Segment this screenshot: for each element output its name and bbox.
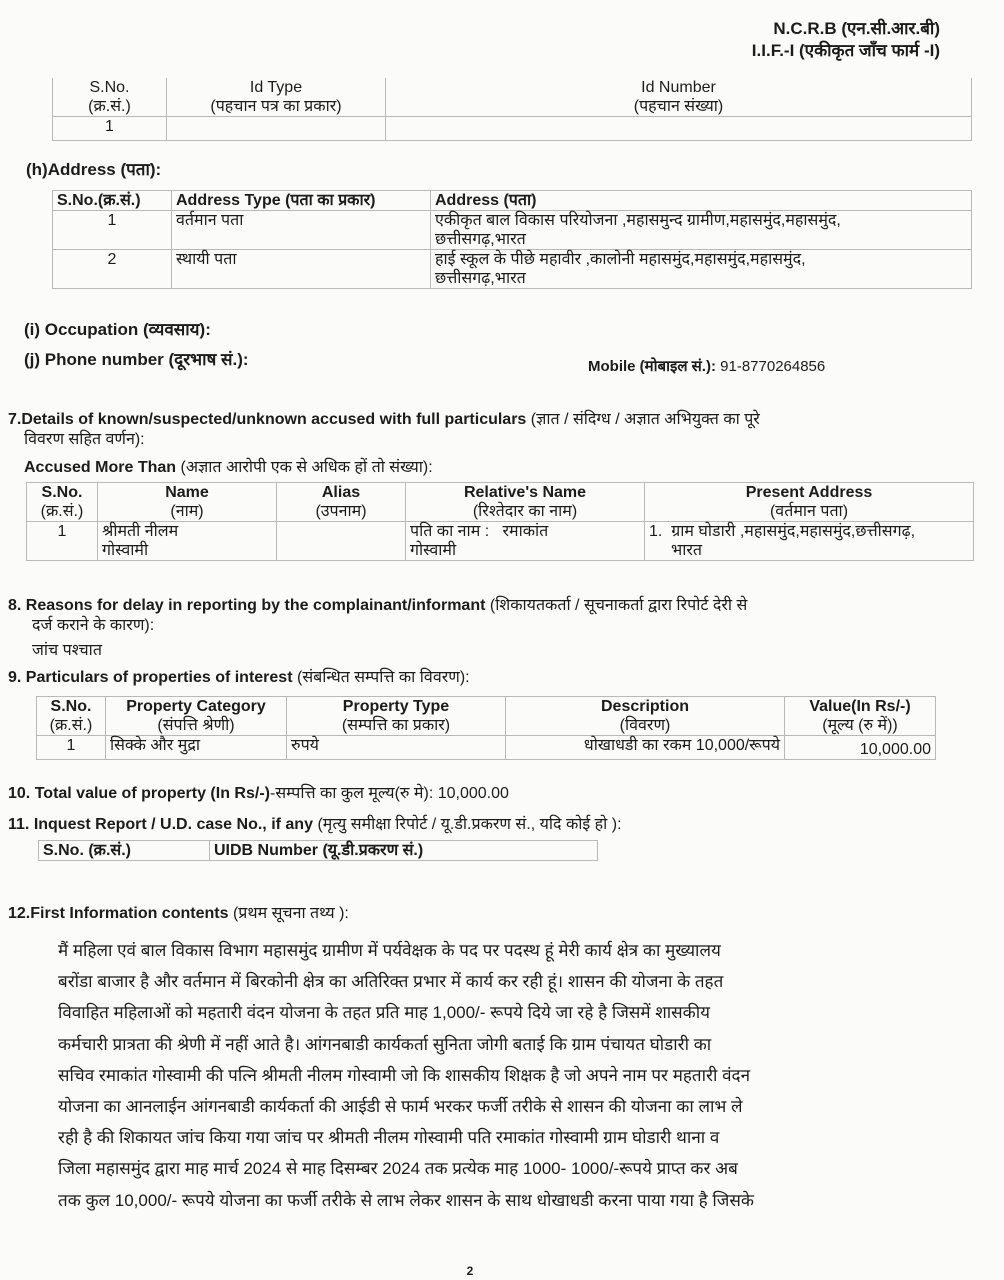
header-text: Present Address — [745, 484, 873, 501]
header-text-hi: (नाम) — [170, 503, 204, 520]
section-title-en: First Information contents — [30, 905, 229, 922]
section-12-title — [8, 904, 349, 924]
section-number: 7. — [8, 411, 22, 428]
section-title-en: Reasons for delay in reporting by the complainant/informant — [25, 597, 486, 614]
id-row-type — [167, 117, 386, 141]
id-header-number — [386, 78, 972, 117]
section-8-title — [8, 596, 948, 636]
accused-header-sno — [27, 483, 98, 522]
id-header-type — [167, 78, 386, 117]
header-text: Alias — [321, 484, 361, 501]
id-row-number — [386, 117, 972, 141]
property-header-type — [287, 697, 506, 736]
total-value: 10,000.00 — [437, 785, 509, 802]
property-row-value: 10,000.00 — [785, 736, 936, 760]
inquest-table-header — [39, 841, 598, 861]
header-text-hi: (वर्तमान पता) — [769, 503, 849, 520]
section-title-hi: (मृत्यु समीक्षा रिपोर्ट / यू.डी.प्रकरण सं., यदि कोई हो ): — [317, 816, 622, 833]
section-11-title — [8, 815, 622, 835]
address-header-address: Address (पता) — [431, 191, 972, 211]
address-row-sno: 1 — [53, 211, 172, 250]
address-table-header — [53, 191, 972, 211]
id-row-sno: 1 — [53, 117, 167, 141]
inquest-table — [38, 840, 598, 861]
header-text: Name — [165, 484, 209, 501]
relative-line1: पति का नाम : रमाकांत — [410, 523, 549, 540]
section-title-hi-cont: विवरण सहित वर्णन): — [24, 431, 145, 448]
fir-line: योजना का आनलाईन आंगनबाडी कार्यकर्ता की आईडी से फार्म भरकर फर्जी तरीके से शासन की योजना का लाभ ले — [58, 1097, 743, 1117]
address-header-sno: S.No.(क्र.सं.) — [53, 191, 172, 211]
header-text-hi: (क्र.सं.) — [49, 717, 93, 734]
header-text-hi: (क्र.सं.) — [88, 98, 131, 115]
header-text-hi: (मूल्य (रु में)) — [822, 717, 898, 734]
property-header-value — [785, 697, 936, 736]
property-table — [36, 696, 936, 760]
accused-table — [26, 482, 974, 561]
header-text: Relative's Name — [463, 484, 587, 501]
accused-header-name — [98, 483, 277, 522]
header-text: Value(In Rs/-) — [809, 698, 911, 715]
accused-row-alias — [277, 522, 406, 561]
section-title-hi: (शिकायतकर्ता / सूचनाकर्ता द्वारा रिपोर्ट देरी से — [489, 597, 748, 614]
section-title-hi: (संबन्धित सम्पत्ति का विवरण): — [296, 669, 470, 686]
property-row-description: धोखाधडी का रकम 10,000/रूपये — [506, 736, 785, 760]
property-header-category — [106, 697, 287, 736]
section-title-hi: (प्रथम सूचना तथ्य ): — [232, 905, 349, 922]
table-row — [37, 736, 936, 760]
address-row-type: वर्तमान पता — [172, 211, 431, 250]
fir-line: सचिव रमाकांत गोस्वामी की पत्नि श्रीमती नीलम गोस्वामी जो कि शासकीय शिक्षक है जो अपने नाम पर महतारी वंदन — [58, 1065, 750, 1085]
table-row — [53, 117, 972, 141]
header-text-hi: (पहचान पत्र का प्रकार) — [210, 98, 342, 115]
header-text: Property Type — [342, 698, 450, 715]
accused-header-alias — [277, 483, 406, 522]
accused-more-hi: (अज्ञात आरोपी एक से अधिक हों तो संख्या): — [180, 459, 433, 476]
header-text: Id Type — [249, 79, 303, 96]
phone-label: (j) Phone number (दूरभाष सं.): — [24, 350, 249, 369]
section-10 — [8, 784, 509, 804]
header-text: S.No. — [50, 698, 92, 715]
property-header-sno — [37, 697, 106, 736]
section-7-title — [8, 410, 948, 450]
accused-more-than — [24, 458, 433, 478]
accused-row-sno: 1 — [27, 522, 98, 561]
property-row-type: रुपये — [287, 736, 506, 760]
header-text: Property Category — [126, 698, 266, 715]
address-row-sno: 2 — [53, 250, 172, 289]
accused-row-relative — [406, 522, 645, 561]
name-line1: श्रीमती नीलम — [102, 523, 179, 540]
address-line2: छत्तीसगढ़,भारत — [435, 231, 526, 248]
address-header-type: Address Type (पता का प्रकार) — [172, 191, 431, 211]
section-9-title — [8, 668, 470, 688]
header-text-hi: (उपनाम) — [315, 503, 367, 520]
header-text: Id Number — [641, 79, 716, 96]
header-text: S.No. — [89, 79, 130, 96]
section-number: 9. — [8, 669, 22, 686]
header-ncrb: N.C.R.B (एन.सी.आर.बी) — [773, 19, 940, 38]
address-row-type: स्थायी पता — [172, 250, 431, 289]
relative-line2: गोस्वामी — [410, 542, 457, 559]
mobile-field — [588, 357, 825, 377]
accused-table-header — [27, 483, 974, 522]
accused-more-label: Accused More Than — [24, 459, 177, 476]
fir-line: मैं महिला एवं बाल विकास विभाग महासमुंद ग्रामीण में पर्यवेक्षक के पद पर पदस्थ हूं मेरी कार्य क्षेत्र का मुख्यालय — [58, 941, 721, 960]
accused-row-name — [98, 522, 277, 561]
fir-line: बरोंडा बाजार है और वर्तमान में बिरकोनी क्षेत्र का अतिरिक्त प्रभार में कार्य कर रही हूं। शासन की योजना के तहत — [58, 972, 724, 992]
inquest-header-uidb: UIDB Number (यू.डी.प्रकरण सं.) — [210, 841, 598, 861]
address-line2: भारत — [671, 542, 703, 559]
address-table — [52, 190, 972, 289]
id-header-sno — [53, 78, 167, 117]
fir-contents — [58, 935, 888, 1216]
table-row — [27, 522, 974, 561]
fir-line: विवाहित महिलाओं को महतारी वंदन योजना के तहत प्रति माह 1,000/- रूपये दिये जा रहे है जिसमें शासकीय — [58, 1003, 710, 1023]
section-number: 11. — [8, 816, 30, 833]
address-line2: छत्तीसगढ़,भारत — [435, 270, 526, 287]
section-number: 10. — [8, 785, 31, 802]
mobile-label: Mobile (मोबाइल सं.): — [588, 358, 716, 375]
header-text-hi: (विवरण) — [619, 717, 671, 734]
address-row-address — [431, 211, 972, 250]
address-line1: एकीकृत बाल विकास परियोजना ,महासमुन्द ग्रामीण,महासमुंद,महासमुंद, — [435, 212, 841, 229]
property-row-category: सिक्के और मुद्रा — [106, 736, 287, 760]
name-line2: गोस्वामी — [102, 542, 149, 559]
property-row-sno: 1 — [37, 736, 106, 760]
header-text-hi: (क्र.सं.) — [40, 503, 84, 520]
property-header-description — [506, 697, 785, 736]
table-row — [53, 211, 972, 250]
accused-row-address — [645, 522, 974, 561]
address-line1: हाई स्कूल के पीछे महावीर ,कालोनी महासमुंद,महासमुंद,महासमुंद, — [435, 251, 806, 268]
accused-header-address — [645, 483, 974, 522]
header-text-hi: (सम्पत्ति का प्रकार) — [341, 717, 451, 734]
header-text-hi: (रिश्तेदार का नाम) — [472, 503, 578, 520]
form-header — [752, 18, 940, 62]
section-title-en: Inquest Report / U.D. case No., if any — [33, 816, 313, 833]
table-row — [53, 250, 972, 289]
section-title-en: Particulars of properties of interest — [25, 669, 293, 686]
header-text: Description — [600, 698, 689, 715]
section-title-en: Details of known/suspected/unknown accused with full particulars — [21, 411, 527, 428]
section-title-hi: -सम्पत्ति का कुल मूल्य(रु मे): — [269, 785, 434, 802]
section-title-hi-cont: दर्ज कराने के कारण): — [32, 617, 155, 634]
header-text-hi: (पहचान संख्या) — [633, 98, 724, 115]
accused-header-relative — [406, 483, 645, 522]
fir-line: कर्मचारी प्रात्रता की श्रेणी में नहीं आते है। आंगनबाडी कार्यकर्ता सुनिता जोगी बताई कि ग्राम पंचायत घोडारी का — [58, 1034, 712, 1054]
section-title-hi: (ज्ञात / संदिग्ध / अज्ञात अभियुक्त का पूरे — [530, 411, 760, 428]
address-row-address — [431, 250, 972, 289]
section-number: 12. — [8, 905, 31, 922]
header-text-hi: (संपत्ति श्रेणी) — [157, 717, 235, 734]
inquest-header-sno: S.No. (क्र.सं.) — [39, 841, 210, 861]
section-title-en: Total value of property (In Rs/-) — [34, 785, 270, 802]
address-label: (h)Address (पता): — [26, 160, 162, 179]
fir-line: जिला महासमुंद द्वारा माह मार्च 2024 से माह दिसम्बर 2024 तक प्रत्येक माह 1000- 1000/-रूपये प्राप्त कर अब — [58, 1159, 738, 1179]
occupation-label: (i) Occupation (व्यवसाय): — [24, 320, 211, 339]
page-number: 2 — [466, 1264, 474, 1278]
property-table-header — [37, 697, 936, 736]
fir-line: तक कुल 10,000/- रूपये योजना का फर्जी तरीके से लाभ लेकर शासन के साथ धोखाधडी करना पाया गया है जिसके — [58, 1190, 754, 1210]
header-iif: I.I.F.-I (एकीकृत जाँच फार्म -I) — [751, 41, 940, 60]
section-number: 8. — [8, 597, 22, 614]
id-table — [52, 78, 972, 141]
address-line1: 1. ग्राम घोडारी ,महासमुंद,महासमुंद,छत्तीसगढ़, — [649, 523, 916, 540]
id-table-header — [53, 78, 972, 117]
mobile-value: 91-8770264856 — [720, 358, 826, 375]
fir-line: रही है की शिकायत जांच किया गया जांच पर श्रीमती नीलम गोस्वामी पति रमाकांत गोस्वामी ग्राम घोडारी थाना व — [58, 1128, 720, 1148]
delay-reason-value: जांच पश्चात — [32, 642, 102, 659]
header-text: S.No. — [41, 484, 83, 501]
